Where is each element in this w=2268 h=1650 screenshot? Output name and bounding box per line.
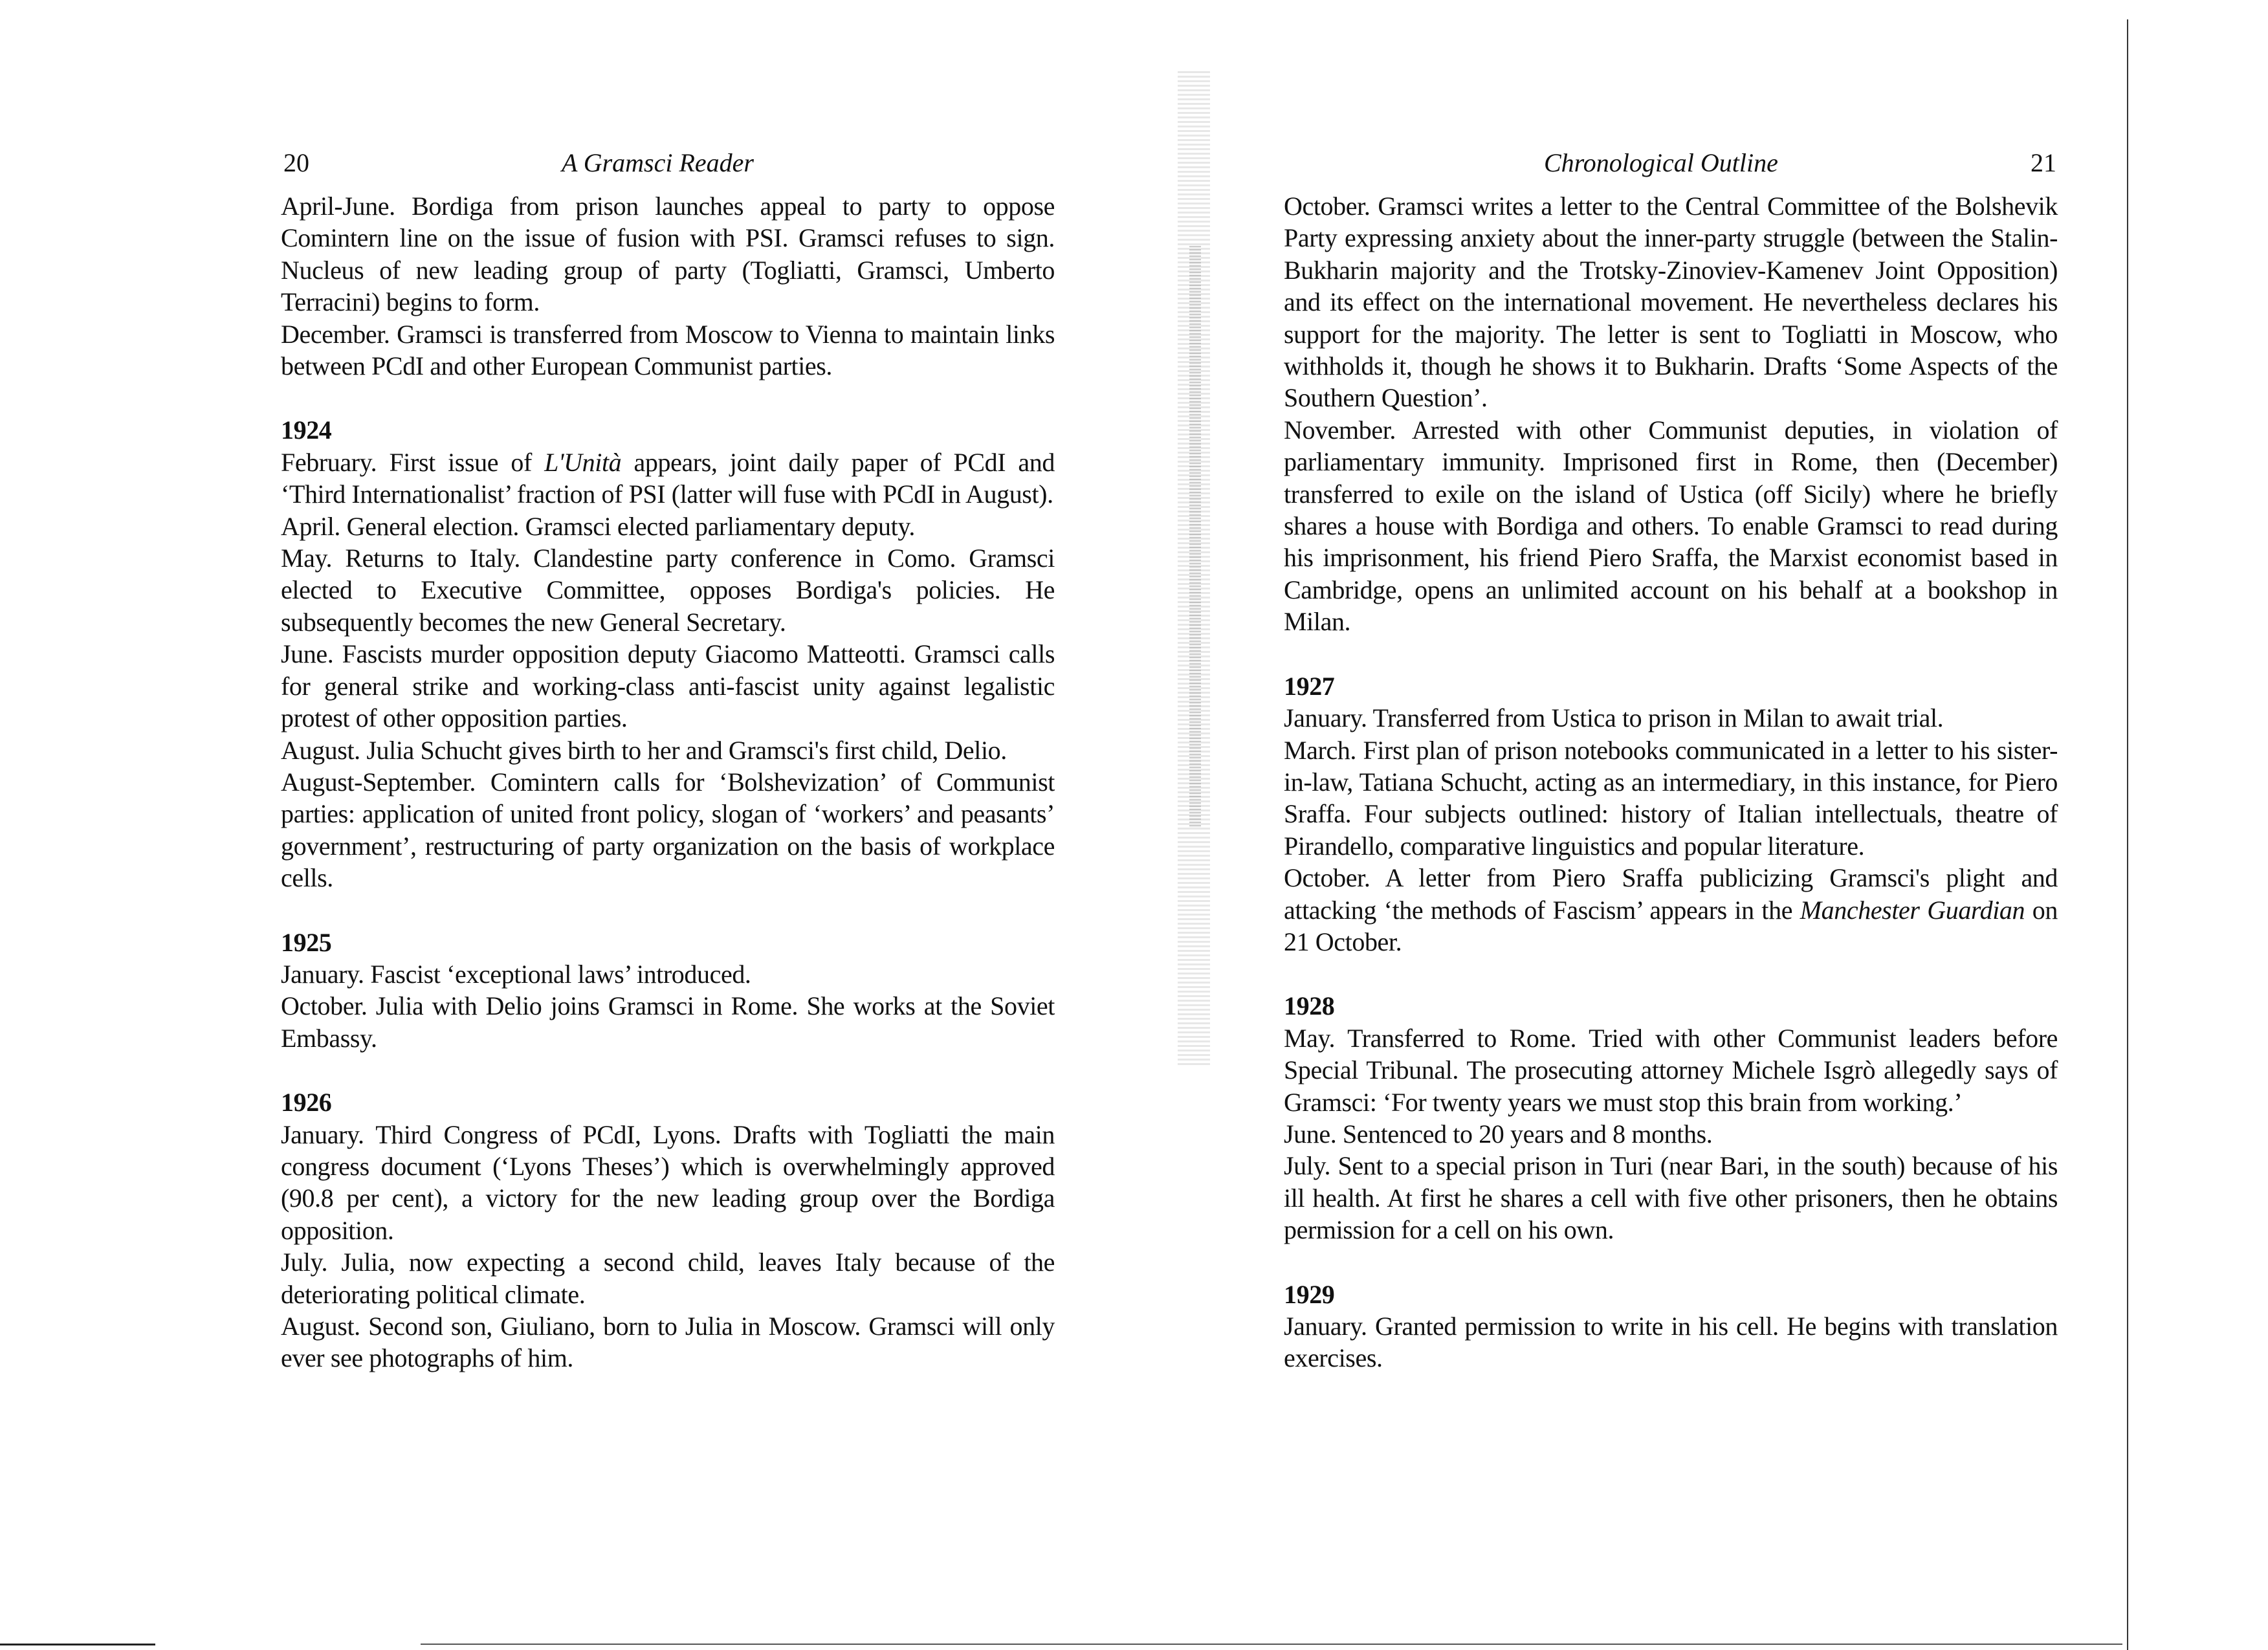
chronology-entry: December. Gramsci is transferred from Moscow to Vienna to maintain links between PCdI and other European Communist parties. bbox=[281, 319, 1055, 381]
chronology-entry: November. Arrested with other Communist deputies, in violation of parliamentary immunity. Imprisoned first in Rome, then (December) transferred to exile on the island of Ustica (off Sicily) where he briefly shares a house with Bordiga and others. To enable Gramsci to read during his imprisonment, his friend Piero Sraffa, the Marxist economist based in Cambridge, opens an unlimited account on his behalf at a bookshop in Milan. bbox=[1284, 415, 2058, 637]
running-title: Chronological Outline bbox=[1544, 148, 1778, 177]
page-edge-line bbox=[0, 1644, 155, 1645]
right-page bbox=[1284, 148, 2058, 1374]
right-page-body bbox=[1284, 190, 2058, 1374]
chronology-entry: October. Julia with Delio joins Gramsci in Rome. She works at the Soviet Embassy. bbox=[281, 991, 1055, 1053]
book-spine-gutter bbox=[1189, 246, 1201, 828]
chronology-entry: March. First plan of prison notebooks communicated in a letter to his sister-in-law, Tatiana Schucht, acting as an intermediary, in this instance, for Piero Sraffa. Four subjects outlined: history of Italian intellectuals, theatre of Pirandello, comparative linguistics and popular literature. bbox=[1284, 735, 2058, 861]
chronology-entry bbox=[281, 446, 1055, 511]
year-heading: 1927 bbox=[1284, 671, 1335, 701]
chronology-entry: July. Julia, now expecting a second child, leaves Italy because of the deteriorating political climate. bbox=[281, 1248, 1055, 1309]
chronology-entry: June. Sentenced to 20 years and 8 months. bbox=[1284, 1119, 1713, 1149]
chronology-entry: May. Transferred to Rome. Tried with other Communist leaders before Special Tribunal. The prosecuting attorney Michele Isgrò allegedly says of Gramsci: ‘For twenty years we must stop this brain from working.’ bbox=[1284, 1023, 2058, 1117]
year-heading: 1925 bbox=[281, 927, 332, 957]
entry-text: on 21 October. bbox=[1284, 895, 2058, 956]
year-heading: 1929 bbox=[1284, 1279, 1335, 1309]
year-heading: 1928 bbox=[1284, 991, 1335, 1021]
page-edge-line bbox=[421, 1644, 2122, 1645]
italic-title: L'Unità bbox=[544, 447, 622, 477]
italic-title: Manchester Guardian bbox=[1800, 895, 2025, 925]
year-heading: 1926 bbox=[281, 1088, 332, 1117]
chronology-entry: January. Third Congress of PCdI, Lyons. Drafts with Togliatti the main congress document (‘Lyons Theses’) which is overwhelmingly approved (90.8 per cent), a victory for the new leading group over the Bordiga opposition. bbox=[281, 1119, 1055, 1245]
left-page bbox=[281, 148, 1055, 1374]
year-heading: 1924 bbox=[281, 415, 332, 445]
chronology-entry: January. Fascist ‘exceptional laws’ introduced. bbox=[281, 959, 751, 989]
entry-text: appears, joint daily paper of PCdI and ‘Third Internationalist’ fraction of PSI (latter will fuse with PCdI in August). bbox=[281, 447, 1055, 509]
chronology-entry: August-September. Comintern calls for ‘Bolshevization’ of Communist parties: application of united front policy, slogan of ‘workers’ and peasants’ government’, restructuring of party organization on the basis of workplace cells. bbox=[281, 767, 1055, 893]
chronology-entry: August. Second son, Giuliano, born to Julia in Moscow. Gramsci will only ever see photographs of him. bbox=[281, 1312, 1055, 1373]
left-page-header bbox=[281, 148, 1055, 190]
entry-text: October. A letter from Piero Sraffa publicizing Gramsci's plight and attacking ‘the methods of Fascism’ appears in the bbox=[1284, 863, 2058, 925]
chronology-entry: April. General election. Gramsci elected parliamentary deputy. bbox=[281, 511, 915, 541]
left-page-body bbox=[281, 190, 1055, 1374]
running-title: A Gramsci Reader bbox=[562, 148, 754, 177]
chronology-entry: April-June. Bordiga from prison launches appeal to party to oppose Comintern line on the issue of fusion with PSI. Gramsci refuses to sign. Nucleus of new leading group of party (Togliatti, Gramsci, Umberto Terracini) begins to form. bbox=[281, 192, 1055, 317]
chronology-entry: May. Returns to Italy. Clandestine party conference in Como. Gramsci elected to Executive Committee, opposes Bordiga's policies. He subsequently becomes the new General Secretary. bbox=[281, 544, 1055, 637]
entry-text: February. First issue of bbox=[281, 447, 545, 477]
chronology-entry: July. Sent to a special prison in Turi (near Bari, in the south) because of his ill health. At first he shares a cell with five other prisoners, then he obtains permission for a cell on his own. bbox=[1284, 1151, 2058, 1245]
chronology-entry: August. Julia Schucht gives birth to her and Gramsci's first child, Delio. bbox=[281, 735, 1007, 765]
page-number: 21 bbox=[2031, 148, 2056, 177]
right-page-header bbox=[1284, 148, 2058, 190]
page-edge-line bbox=[2127, 19, 2128, 1650]
chronology-entry: October. Gramsci writes a letter to the Central Committee of the Bolshevik Party expressing anxiety about the inner-party struggle (between the Stalin-Bukharin majority and the Trotsky-Zinoviev-Kamenev Joint Opposition) and its effect on the international movement. He nevertheless declares his support for the majority. The letter is sent to Togliatti in Moscow, who withholds it, though he shows it to Bukharin. Drafts ‘Some Aspects of the Southern Question’. bbox=[1284, 192, 2058, 413]
chronology-entry bbox=[1284, 862, 2058, 958]
chronology-entry: January. Transferred from Ustica to prison in Milan to await trial. bbox=[1284, 703, 1944, 733]
page-number: 20 bbox=[283, 148, 309, 177]
chronology-entry: June. Fascists murder opposition deputy Giacomo Matteotti. Gramsci calls for general strike and working-class anti-fascist unity against legalistic protest of other opposition parties. bbox=[281, 639, 1055, 733]
chronology-entry: January. Granted permission to write in his cell. He begins with translation exercises. bbox=[1284, 1312, 2058, 1373]
